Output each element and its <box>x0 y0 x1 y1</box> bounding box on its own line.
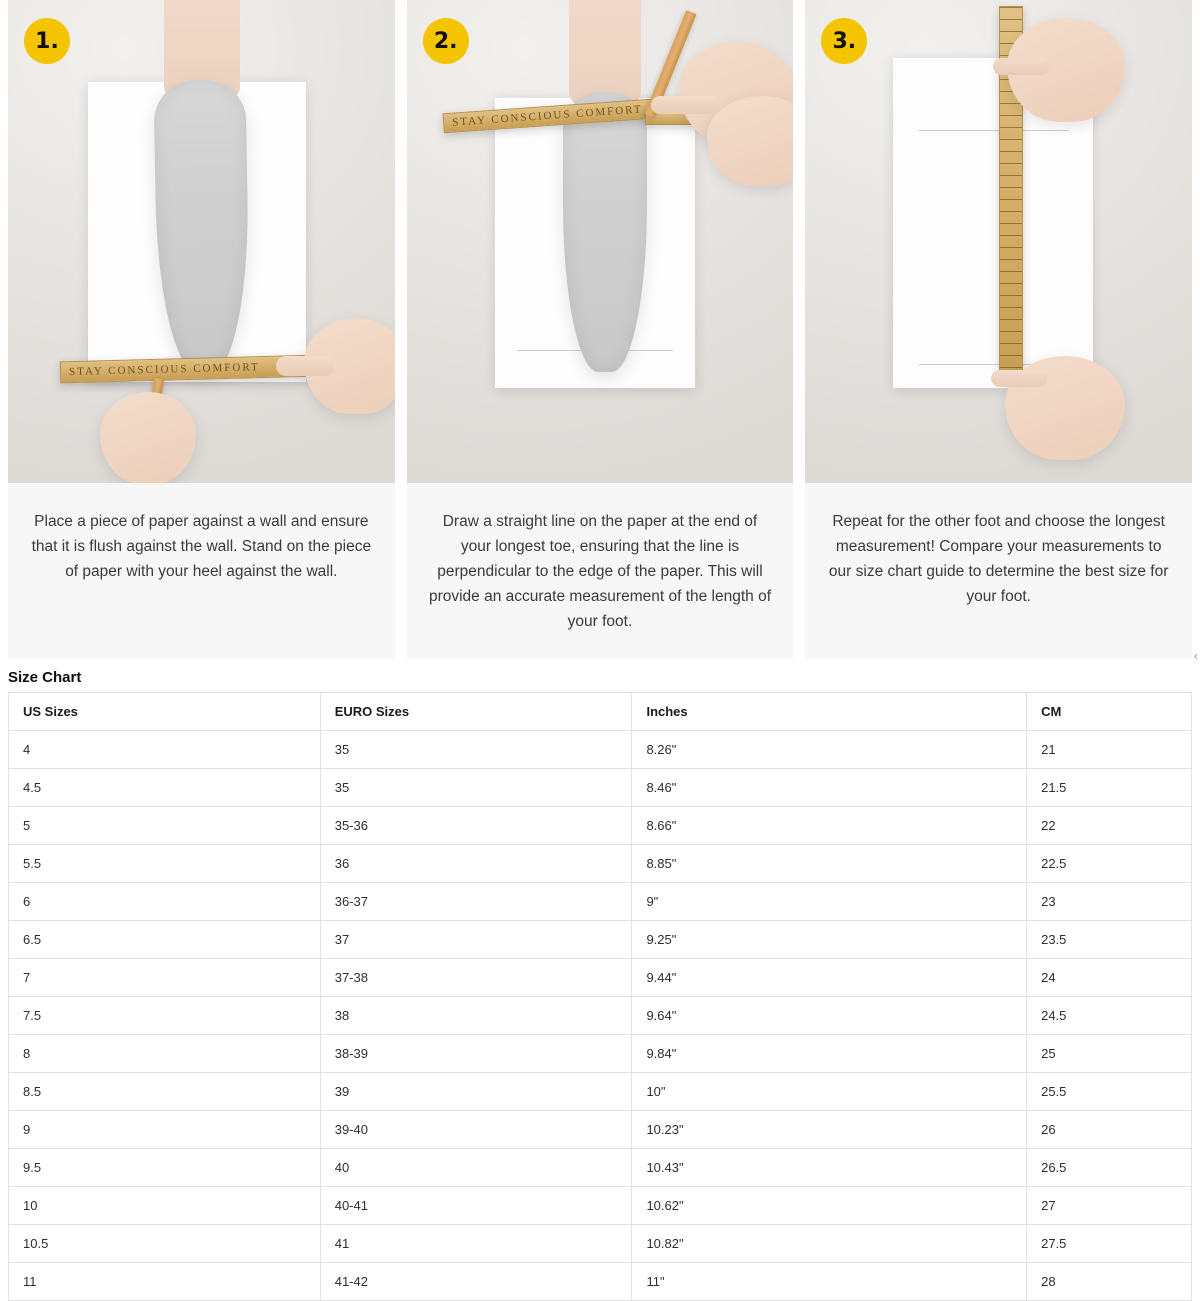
table-cell: 10.23" <box>632 1110 1027 1148</box>
step-card-1 <box>8 0 395 659</box>
step-1-badge: 1. <box>24 18 70 64</box>
table-row <box>9 1262 1192 1300</box>
table-row <box>9 920 1192 958</box>
table-cell: 5 <box>9 806 321 844</box>
table-cell: 10.82" <box>632 1224 1027 1262</box>
finger-bottom <box>991 370 1047 387</box>
finger <box>276 356 334 376</box>
table-cell: 6.5 <box>9 920 321 958</box>
table-cell: 24 <box>1027 958 1192 996</box>
table-cell: 24.5 <box>1027 996 1192 1034</box>
table-cell: 4.5 <box>9 768 321 806</box>
hand-lower <box>100 392 196 483</box>
table-cell: 40 <box>320 1148 632 1186</box>
table-cell: 41 <box>320 1224 632 1262</box>
table-cell: 9.84" <box>632 1034 1027 1072</box>
table-cell: 38-39 <box>320 1034 632 1072</box>
step-1-caption-text: Place a piece of paper against a wall and ensure that it is flush against the wall. Stand on the piece of paper with your heel against the wall. <box>31 513 372 581</box>
table-cell: 22 <box>1027 806 1192 844</box>
table-cell: 36-37 <box>320 882 632 920</box>
table-cell: 8.66" <box>632 806 1027 844</box>
table-cell: 8.5 <box>9 1072 321 1110</box>
table-cell: 8.26" <box>632 730 1027 768</box>
table-row <box>9 1186 1192 1224</box>
table-cell: 37 <box>320 920 632 958</box>
table-cell: 27.5 <box>1027 1224 1192 1262</box>
table-cell: 36 <box>320 844 632 882</box>
table-row <box>9 1034 1192 1072</box>
finger <box>651 96 721 114</box>
table-cell: 7.5 <box>9 996 321 1034</box>
column-header-us: US Sizes <box>9 692 321 730</box>
table-cell: 39 <box>320 1072 632 1110</box>
step-card-2 <box>407 0 794 659</box>
table-cell: 26.5 <box>1027 1148 1192 1186</box>
table-cell: 22.5 <box>1027 844 1192 882</box>
table-row <box>9 1072 1192 1110</box>
table-cell: 10" <box>632 1072 1027 1110</box>
step-3-caption <box>805 483 1192 633</box>
table-cell: 9.44" <box>632 958 1027 996</box>
table-cell: 35 <box>320 730 632 768</box>
size-chart-table <box>8 692 1192 1301</box>
leg <box>569 0 641 106</box>
table-row <box>9 996 1192 1034</box>
table-cell: 41-42 <box>320 1262 632 1300</box>
ruler-brand-text: STAY CONSCIOUS COMFORT <box>68 361 260 379</box>
ruler-brand-text: STAY CONSCIOUS COMFORT <box>451 103 643 129</box>
table-cell: 35-36 <box>320 806 632 844</box>
table-cell: 25.5 <box>1027 1072 1192 1110</box>
step-3-caption-text: Repeat for the other foot and choose the longest measurement! Compare your measurements to our size chart guide to determine the best size for your foot. <box>828 513 1169 606</box>
table-cell: 8.85" <box>632 844 1027 882</box>
table-cell: 27 <box>1027 1186 1192 1224</box>
table-row <box>9 768 1192 806</box>
step-1-photo <box>8 0 395 483</box>
table-cell: 10 <box>9 1186 321 1224</box>
table-cell: 8.46" <box>632 768 1027 806</box>
table-cell: 38 <box>320 996 632 1034</box>
table-cell: 40-41 <box>320 1186 632 1224</box>
table-cell: 37-38 <box>320 958 632 996</box>
table-header-row <box>9 692 1192 730</box>
toe-line-top <box>919 130 1069 131</box>
table-cell: 35 <box>320 768 632 806</box>
table-cell: 9" <box>632 882 1027 920</box>
table-row <box>9 806 1192 844</box>
table-cell: 9.25" <box>632 920 1027 958</box>
column-header-euro: EURO Sizes <box>320 692 632 730</box>
step-2-caption <box>407 483 794 659</box>
table-row <box>9 1148 1192 1186</box>
step-3-badge: 3. <box>821 18 867 64</box>
table-cell: 11 <box>9 1262 321 1300</box>
size-chart-body <box>9 730 1192 1300</box>
step-card-3 <box>805 0 1192 659</box>
table-cell: 7 <box>9 958 321 996</box>
table-cell: 9.64" <box>632 996 1027 1034</box>
table-row <box>9 730 1192 768</box>
table-cell: 10.5 <box>9 1224 321 1262</box>
table-cell: 10.62" <box>632 1186 1027 1224</box>
sock <box>563 92 647 372</box>
table-cell: 4 <box>9 730 321 768</box>
table-cell: 9.5 <box>9 1148 321 1186</box>
table-cell: 23 <box>1027 882 1192 920</box>
column-header-inches: Inches <box>632 692 1027 730</box>
step-2-caption-text: Draw a straight line on the paper at the end of your longest toe, ensuring that the line is perpendicular to the edge of the paper. This will provide an accurate measurement of the length of your foot. <box>428 513 772 631</box>
table-cell: 21.5 <box>1027 768 1192 806</box>
table-cell: 28 <box>1027 1262 1192 1300</box>
table-cell: 26 <box>1027 1110 1192 1148</box>
table-row <box>9 844 1192 882</box>
table-row <box>9 1110 1192 1148</box>
step-1-caption <box>8 483 395 608</box>
table-cell: 21 <box>1027 730 1192 768</box>
finger-top <box>993 58 1049 75</box>
size-chart-title: Size Chart <box>8 668 82 686</box>
table-cell: 9 <box>9 1110 321 1148</box>
step-2-photo <box>407 0 794 483</box>
table-row <box>9 882 1192 920</box>
step-2-badge: 2. <box>423 18 469 64</box>
table-row <box>9 958 1192 996</box>
table-cell: 10.43" <box>632 1148 1027 1186</box>
table-row <box>9 1224 1192 1262</box>
column-header-cm: CM <box>1027 692 1192 730</box>
table-cell: 8 <box>9 1034 321 1072</box>
table-cell: 11" <box>632 1262 1027 1300</box>
table-cell: 23.5 <box>1027 920 1192 958</box>
table-cell: 6 <box>9 882 321 920</box>
step-3-photo <box>805 0 1192 483</box>
table-cell: 39-40 <box>320 1110 632 1148</box>
table-cell: 5.5 <box>9 844 321 882</box>
page-edge-mark: ‹ <box>1193 648 1198 663</box>
table-cell: 25 <box>1027 1034 1192 1072</box>
